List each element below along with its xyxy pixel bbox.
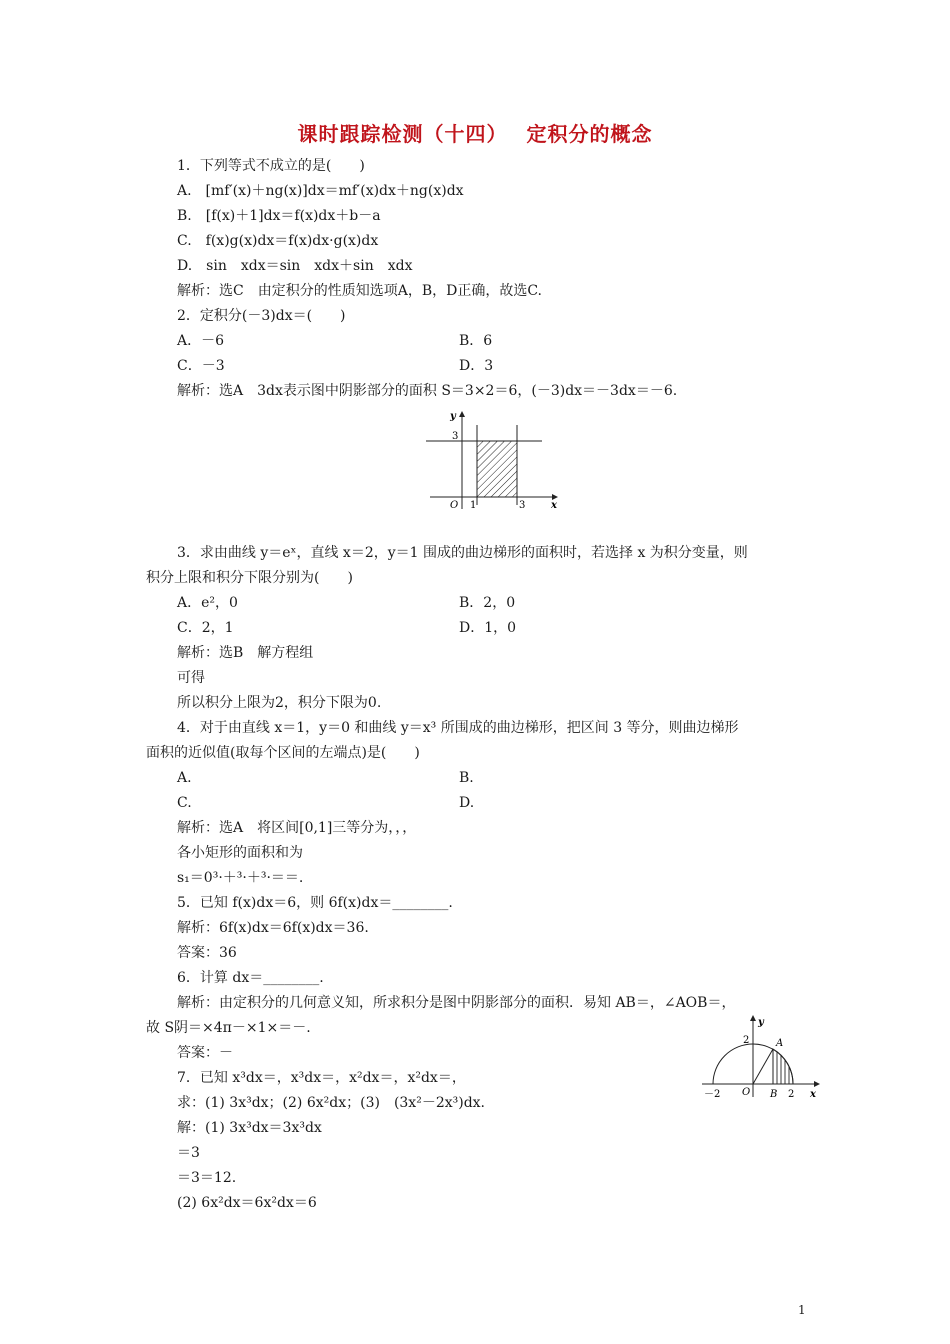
q2-tick-3x: 3 — [519, 500, 526, 511]
q7-solution-line3: ＝3＝12. — [177, 1170, 237, 1186]
q3-stem-line2: 积分上限和积分下限分别为( ) — [146, 570, 353, 586]
q4-analysis: 解析：选A 将区间[0,1]三等分为，，， — [177, 820, 417, 836]
q4-stem-line2: 面积的近似值(取每个区间的左端点)是( ) — [146, 745, 420, 761]
q1-option-a: A. [mf′(x)＋ng(x)]dx＝mf′(x)dx＋ng(x)dx — [177, 183, 464, 199]
q3-analysis-line3: 所以积分上限为2，积分下限为0. — [177, 695, 382, 711]
q4-option-c: C. — [177, 795, 192, 811]
q4-analysis-line2: 各小矩形的面积和为 — [177, 845, 303, 861]
q3-option-c: C．2，1 — [177, 620, 234, 636]
q5-answer: 答案：36 — [177, 945, 237, 961]
q6-label-b: B — [770, 1089, 778, 1100]
q7-solution-line4: (2) 6x²dx＝6x²dx＝6 — [177, 1195, 317, 1211]
q2-origin-label: O — [450, 500, 459, 511]
q6-origin-label: O — [742, 1087, 751, 1098]
q3-analysis-line2: 可得 — [177, 670, 205, 686]
q4-option-d: D. — [459, 795, 475, 811]
q6-figure — [700, 1013, 825, 1103]
q6-stem: 6．计算 dx＝________. — [177, 970, 324, 986]
q2-tick-3y: 3 — [452, 431, 459, 442]
q7-stem: 7．已知 x³dx＝，x³dx＝，x²dx＝，x²dx＝， — [177, 1070, 466, 1086]
page-number: 1 — [798, 1303, 806, 1317]
q1-analysis: 解析：选C 由定积分的性质知选项A，B，D正确，故选C. — [177, 283, 542, 299]
q6-tick-neg2: －2 — [704, 1089, 721, 1100]
q6-analysis-line2: 故 S阴＝×4π－×1×＝－. — [146, 1020, 311, 1036]
q6-analysis-line1: 解析：由定积分的几何意义知，所求积分是图中阴影部分的面积．易知 AB＝，∠AOB＝， — [177, 995, 736, 1011]
q7-ask: 求：(1) 3x³dx；(2) 6x²dx；(3) (3x²－2x³)dx. — [177, 1095, 485, 1111]
q4-stem-line1: 4．对于由直线 x＝1，y＝0 和曲线 y＝x³ 所围成的曲边梯形，把区间 3 等分，则曲边梯形 — [177, 720, 739, 736]
q2-y-arrow-icon — [459, 411, 465, 417]
q5-stem: 5．已知 f(x)dx＝6，则 6f(x)dx＝________. — [177, 895, 453, 911]
q3-analysis: 解析：选B 解方程组 — [177, 645, 314, 661]
q2-y-label: y — [450, 411, 456, 422]
q2-stem: 2．定积分(－3)dx＝( ) — [177, 308, 346, 324]
q6-x-label: x — [810, 1089, 816, 1100]
q1-option-d: D. sin xdx＝sin xdx＋sin xdx — [177, 258, 413, 274]
q3-option-b: B．2，0 — [459, 595, 516, 611]
q6-segment-oa — [753, 1049, 773, 1084]
q6-answer: 答案：－ — [177, 1045, 233, 1061]
q2-analysis: 解析：选A 3dx表示图中阴影部分的面积 S＝3×2＝6，(－3)dx＝－3dx＝－6. — [177, 383, 678, 399]
q6-tick-2y: 2 — [743, 1035, 750, 1046]
q2-option-c: C．－3 — [177, 358, 225, 374]
q3-option-a: A．e²，0 — [177, 595, 238, 611]
q1-option-c: C. f(x)g(x)dx＝f(x)dx·g(x)dx — [177, 233, 379, 249]
q2-option-a: A．－6 — [177, 333, 225, 349]
q4-option-b: B. — [459, 770, 474, 786]
q2-tick-1: 1 — [470, 500, 477, 511]
q3-stem-line1: 3．求由曲线 y＝eˣ，直线 x＝2，y＝1 围成的曲边梯形的面积时，若选择 x 为积分变量，则 — [177, 545, 748, 561]
q6-label-a: A — [776, 1038, 784, 1049]
q2-shaded-region — [477, 441, 517, 497]
q6-shaded-region — [773, 1049, 793, 1084]
q7-solution-line1: 解：(1) 3x³dx＝3x³dx — [177, 1120, 322, 1136]
q1-stem: 1．下列等式不成立的是( ) — [177, 158, 365, 174]
q6-tick-2x: 2 — [788, 1089, 795, 1100]
q2-figure — [420, 405, 570, 517]
q4-analysis-line3: s₁＝0³·＋³·＋³·＝＝. — [177, 870, 304, 886]
q6-x-arrow-icon — [814, 1081, 820, 1087]
q2-option-b: B．6 — [459, 333, 493, 349]
q1-option-b: B. [f(x)＋1]dx＝f(x)dx＋b－a — [177, 208, 381, 224]
q3-option-d: D．1，0 — [459, 620, 517, 636]
q4-option-a: A. — [177, 770, 192, 786]
q2-option-d: D．3 — [459, 358, 494, 374]
page-title: 课时跟踪检测（十四） 定积分的概念 — [297, 122, 653, 146]
q6-y-label: y — [758, 1017, 764, 1028]
q2-x-label: x — [551, 500, 557, 511]
q5-analysis: 解析：6f(x)dx＝6f(x)dx＝36. — [177, 920, 369, 936]
q7-solution-line2: ＝3 — [177, 1145, 200, 1161]
q6-y-arrow-icon — [750, 1015, 756, 1021]
